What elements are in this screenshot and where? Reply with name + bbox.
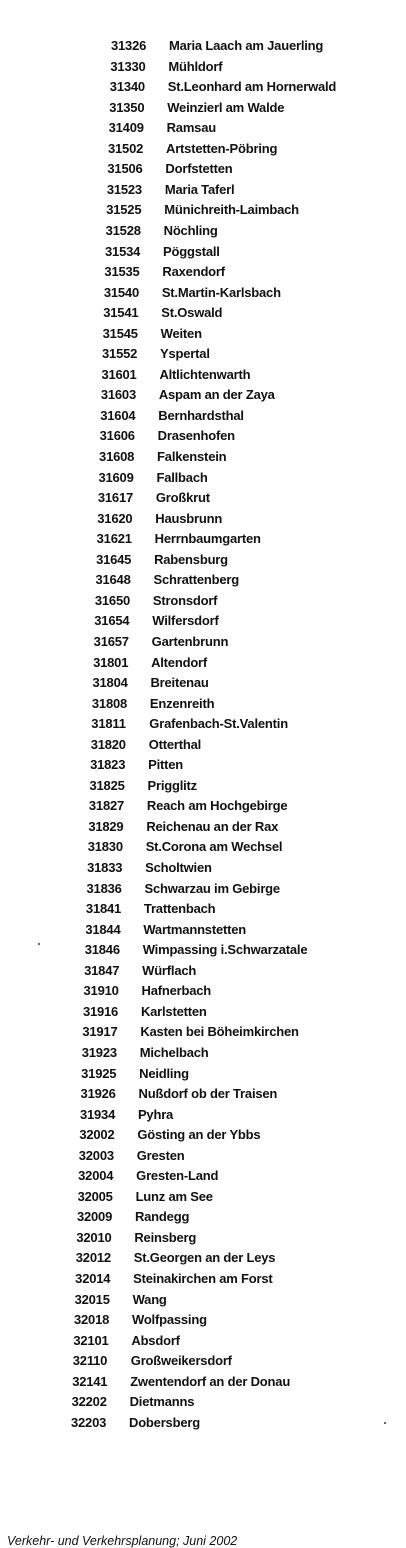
postal-code: 31528 bbox=[105, 222, 141, 238]
list-item bbox=[82, 1043, 209, 1063]
municipality-name: Neidling bbox=[139, 1065, 189, 1081]
postal-code: 31827 bbox=[88, 798, 125, 814]
municipality-name: Breitenau bbox=[150, 675, 209, 691]
list-item bbox=[88, 837, 283, 857]
postal-code: 31820 bbox=[90, 736, 126, 752]
list-item bbox=[98, 488, 210, 508]
postal-code: 31847 bbox=[84, 962, 120, 978]
municipality-name: Dobersberg bbox=[129, 1414, 200, 1430]
postal-code: 32004 bbox=[78, 1168, 114, 1184]
municipality-name: Gartenbrunn bbox=[151, 633, 229, 649]
postal-code: 32202 bbox=[71, 1394, 107, 1410]
municipality-name: Gresten-Land bbox=[136, 1168, 219, 1184]
municipality-name: St.Corona am Wechsel bbox=[145, 839, 283, 855]
municipality-name: Würflach bbox=[142, 962, 197, 978]
list-item bbox=[92, 673, 208, 693]
list-item bbox=[72, 1372, 290, 1392]
list-item bbox=[86, 899, 215, 919]
postal-code: 32018 bbox=[73, 1312, 110, 1328]
municipality-name: Ramsau bbox=[166, 120, 216, 136]
list-item bbox=[90, 755, 183, 775]
list-item bbox=[101, 385, 275, 405]
list-item bbox=[85, 920, 246, 940]
postal-code: 31545 bbox=[102, 325, 138, 341]
postal-code: 31350 bbox=[109, 99, 145, 115]
postal-code: 31525 bbox=[106, 202, 142, 218]
postal-code: 31648 bbox=[95, 572, 131, 588]
postal-code: 31808 bbox=[91, 695, 128, 711]
postal-code: 31604 bbox=[100, 407, 136, 423]
postal-code: 31601 bbox=[101, 366, 137, 382]
postal-code: 31926 bbox=[80, 1086, 116, 1102]
list-item bbox=[73, 1351, 232, 1371]
list-item bbox=[109, 98, 284, 118]
list-item bbox=[78, 1187, 213, 1207]
postal-code: 31833 bbox=[87, 860, 123, 875]
municipality-name: Falkenstein bbox=[157, 449, 227, 464]
list-item bbox=[111, 36, 323, 56]
municipality-name: Drasenhofen bbox=[157, 428, 235, 444]
list-item bbox=[95, 570, 239, 590]
postal-code: 31823 bbox=[90, 757, 126, 773]
municipality-name: Maria Laach am Jauerling bbox=[169, 38, 324, 53]
list-item bbox=[79, 1125, 260, 1145]
list-item bbox=[72, 1392, 195, 1412]
postal-code: 31523 bbox=[106, 181, 142, 197]
list-item bbox=[102, 344, 210, 364]
postal-code: 31829 bbox=[88, 818, 124, 834]
list-item bbox=[101, 365, 250, 385]
list-item bbox=[103, 303, 222, 323]
postal-code: 31409 bbox=[108, 120, 144, 136]
municipality-name: Reinsberg bbox=[134, 1229, 197, 1245]
list-item bbox=[109, 118, 216, 138]
postal-code: 31506 bbox=[107, 161, 143, 177]
list-item bbox=[103, 324, 202, 344]
list-item bbox=[78, 1166, 218, 1186]
municipality-name: Nußdorf ob der Traisen bbox=[138, 1086, 278, 1102]
postal-code: 32015 bbox=[74, 1291, 110, 1307]
postal-code: 32010 bbox=[76, 1229, 112, 1245]
postal-code: 31534 bbox=[105, 243, 141, 259]
list-item bbox=[110, 77, 336, 97]
postal-code: 31502 bbox=[108, 140, 144, 156]
list-item bbox=[82, 1022, 298, 1042]
list-item bbox=[100, 406, 244, 426]
postal-code: 31608 bbox=[99, 449, 135, 464]
postal-code: 31801 bbox=[93, 654, 129, 670]
list-item bbox=[98, 468, 207, 488]
scan-speck bbox=[38, 943, 40, 945]
municipality-name: Pöggstall bbox=[163, 243, 220, 259]
postal-code: 31836 bbox=[86, 880, 122, 896]
list-item bbox=[93, 653, 207, 673]
postal-code: 31340 bbox=[109, 79, 145, 95]
postal-code: 31925 bbox=[81, 1065, 117, 1081]
list-item bbox=[107, 159, 232, 179]
postal-code: 31330 bbox=[110, 58, 146, 74]
municipality-name: Großweikersdorf bbox=[130, 1353, 232, 1369]
list-item bbox=[71, 1413, 200, 1433]
postal-code: 31603 bbox=[100, 387, 136, 403]
municipality-name: Kasten bei Böheimkirchen bbox=[140, 1024, 299, 1040]
postal-code: 31606 bbox=[99, 428, 135, 444]
postal-code: 31621 bbox=[96, 531, 132, 547]
municipality-name: Dorfstetten bbox=[165, 161, 233, 177]
postal-code: 31917 bbox=[82, 1024, 118, 1040]
postal-code: 31657 bbox=[93, 633, 129, 649]
municipality-name: Wimpassing i.Schwarzatale bbox=[142, 942, 308, 958]
list-item bbox=[83, 1002, 207, 1022]
municipality-name: Prigglitz bbox=[147, 777, 197, 793]
list-item bbox=[88, 817, 278, 837]
municipality-name: Gresten bbox=[136, 1147, 185, 1163]
list-item bbox=[97, 509, 222, 529]
list-item bbox=[108, 139, 277, 159]
postal-code: 32009 bbox=[76, 1209, 113, 1225]
municipality-name: Fallbach bbox=[156, 469, 208, 485]
municipality-name: Pyhra bbox=[137, 1106, 174, 1122]
postal-code: 31830 bbox=[87, 839, 123, 855]
postal-code: 31535 bbox=[104, 264, 140, 280]
postal-code: 32101 bbox=[73, 1332, 109, 1348]
page-footer: Verkehr- und Verkehrsplanung; Juni 2002 bbox=[7, 1534, 238, 1548]
list-item bbox=[90, 776, 197, 796]
list-item bbox=[79, 1146, 185, 1166]
list-item bbox=[104, 262, 225, 282]
municipality-name: Pitten bbox=[148, 757, 184, 773]
list-item bbox=[89, 796, 288, 816]
municipality-name: St.Leonhard am Hornerwald bbox=[167, 79, 337, 95]
postal-code: 31910 bbox=[83, 983, 119, 999]
municipality-name: Artstetten-Pöbring bbox=[166, 140, 278, 156]
list-item bbox=[87, 879, 280, 899]
municipality-name: Weiten bbox=[160, 325, 202, 341]
list-item bbox=[84, 981, 212, 1001]
postal-code: 31844 bbox=[85, 921, 121, 937]
municipality-name: Großkrut bbox=[155, 490, 210, 506]
list-item bbox=[84, 961, 196, 981]
list-item bbox=[96, 550, 228, 570]
municipality-name: Reach am Hochgebirge bbox=[146, 798, 288, 814]
municipality-name: Altendorf bbox=[151, 654, 208, 670]
postal-code: 31650 bbox=[94, 592, 131, 608]
postal-code: 32003 bbox=[78, 1147, 114, 1163]
list-item bbox=[106, 221, 218, 241]
postal-code: 31804 bbox=[92, 675, 128, 691]
list-item bbox=[107, 180, 235, 200]
municipality-name: Hafnerbach bbox=[141, 983, 212, 999]
municipality-name: Aspam an der Zaya bbox=[158, 387, 275, 403]
municipality-name: Altlichtenwarth bbox=[159, 366, 251, 382]
list-item bbox=[91, 714, 288, 734]
list-item bbox=[85, 940, 308, 960]
postal-code: 32141 bbox=[72, 1373, 108, 1389]
postal-code: 31620 bbox=[97, 510, 133, 526]
postal-code: 31654 bbox=[94, 613, 130, 629]
municipality-name: Weinzierl am Walde bbox=[167, 99, 285, 115]
postal-code: 31846 bbox=[84, 942, 120, 958]
municipality-name: Lunz am See bbox=[135, 1188, 213, 1204]
postal-code: 31326 bbox=[111, 38, 147, 53]
list-item bbox=[100, 426, 235, 446]
postal-code: 31811 bbox=[91, 716, 126, 732]
postal-code: 32110 bbox=[72, 1353, 108, 1369]
municipality-name: St.Martin-Karlsbach bbox=[161, 284, 281, 300]
municipality-name: St.Georgen an der Leys bbox=[133, 1250, 276, 1266]
municipality-name: Yspertal bbox=[160, 346, 210, 362]
list-item bbox=[81, 1084, 278, 1104]
postal-code: 31645 bbox=[96, 551, 132, 567]
postal-code: 31916 bbox=[82, 1003, 119, 1019]
list-item bbox=[110, 57, 222, 77]
municipality-name: Schrattenberg bbox=[153, 572, 239, 588]
list-item bbox=[77, 1207, 189, 1227]
list-item bbox=[99, 447, 226, 467]
municipality-name: Gösting an der Ybbs bbox=[137, 1127, 261, 1143]
list-item bbox=[94, 632, 229, 652]
postal-code: 32203 bbox=[71, 1414, 107, 1430]
municipality-name: Steinakirchen am Forst bbox=[133, 1271, 273, 1286]
municipality-name: Dietmanns bbox=[129, 1394, 195, 1410]
municipality-name: Wilfersdorf bbox=[152, 613, 219, 629]
municipality-name: Otterthal bbox=[148, 736, 202, 752]
list-item bbox=[75, 1290, 167, 1310]
postal-code: 31552 bbox=[102, 346, 138, 362]
postal-code: 32014 bbox=[75, 1271, 111, 1286]
municipality-name: Trattenbach bbox=[143, 901, 216, 917]
municipality-name: Reichenau an der Rax bbox=[146, 818, 279, 834]
municipality-name: St.Oswald bbox=[161, 305, 223, 321]
list-item bbox=[76, 1248, 276, 1268]
postal-code: 31609 bbox=[98, 469, 134, 485]
municipality-name: Hausbrunn bbox=[155, 510, 223, 526]
municipality-name: Karlstetten bbox=[140, 1003, 207, 1019]
municipality-name: Michelbach bbox=[139, 1044, 209, 1060]
postal-code: 31541 bbox=[103, 305, 139, 321]
list-item bbox=[106, 200, 299, 220]
list-item bbox=[105, 242, 220, 262]
list-item bbox=[95, 591, 217, 611]
municipality-name: Randegg bbox=[134, 1209, 190, 1225]
postal-code: 31841 bbox=[85, 901, 122, 917]
municipality-name: Absdorf bbox=[131, 1332, 180, 1348]
municipality-name: Bernhardsthal bbox=[158, 407, 244, 423]
municipality-name: Enzenreith bbox=[149, 695, 215, 711]
list-item bbox=[75, 1269, 272, 1289]
municipality-name: Maria Taferl bbox=[164, 181, 235, 197]
list-item bbox=[91, 735, 201, 755]
list-item bbox=[80, 1105, 173, 1125]
municipality-name: Mühldorf bbox=[168, 58, 223, 74]
list-item bbox=[87, 858, 212, 878]
list-item bbox=[76, 1228, 196, 1248]
municipality-name: Zwentendorf an der Donau bbox=[130, 1373, 291, 1389]
postal-code: 32002 bbox=[79, 1127, 115, 1143]
list-item bbox=[104, 283, 281, 303]
municipality-name: Wartmannstetten bbox=[143, 921, 247, 937]
municipality-name: Rabensburg bbox=[154, 551, 228, 567]
scan-speck bbox=[384, 1422, 386, 1424]
municipality-name: Raxendorf bbox=[162, 264, 225, 280]
list-item bbox=[94, 611, 218, 631]
municipality-name: Wolfpassing bbox=[131, 1312, 207, 1328]
postal-code: 31617 bbox=[97, 490, 134, 506]
municipality-name: Münichreith-Laimbach bbox=[164, 202, 299, 218]
municipality-name: Wang bbox=[132, 1291, 167, 1307]
municipality-name: Schwarzau im Gebirge bbox=[144, 880, 280, 896]
municipality-name: Scholtwien bbox=[145, 860, 212, 875]
municipality-name: Grafenbach-St.Valentin bbox=[149, 716, 288, 732]
list-item bbox=[92, 694, 214, 714]
municipality-name: Herrnbaumgarten bbox=[154, 531, 261, 547]
postal-code: 31825 bbox=[89, 777, 125, 793]
list-item bbox=[97, 529, 261, 549]
postal-code: 31934 bbox=[79, 1106, 116, 1122]
postal-code: 31540 bbox=[103, 284, 139, 300]
postal-code: 32005 bbox=[77, 1188, 113, 1204]
postal-code: 32012 bbox=[75, 1250, 111, 1266]
municipality-name: Stronsdorf bbox=[152, 592, 218, 608]
list-item bbox=[81, 1064, 189, 1084]
postal-code: 31923 bbox=[81, 1044, 117, 1060]
list-item bbox=[73, 1331, 179, 1351]
list-item bbox=[74, 1310, 207, 1330]
municipality-name: Nöchling bbox=[163, 222, 218, 238]
